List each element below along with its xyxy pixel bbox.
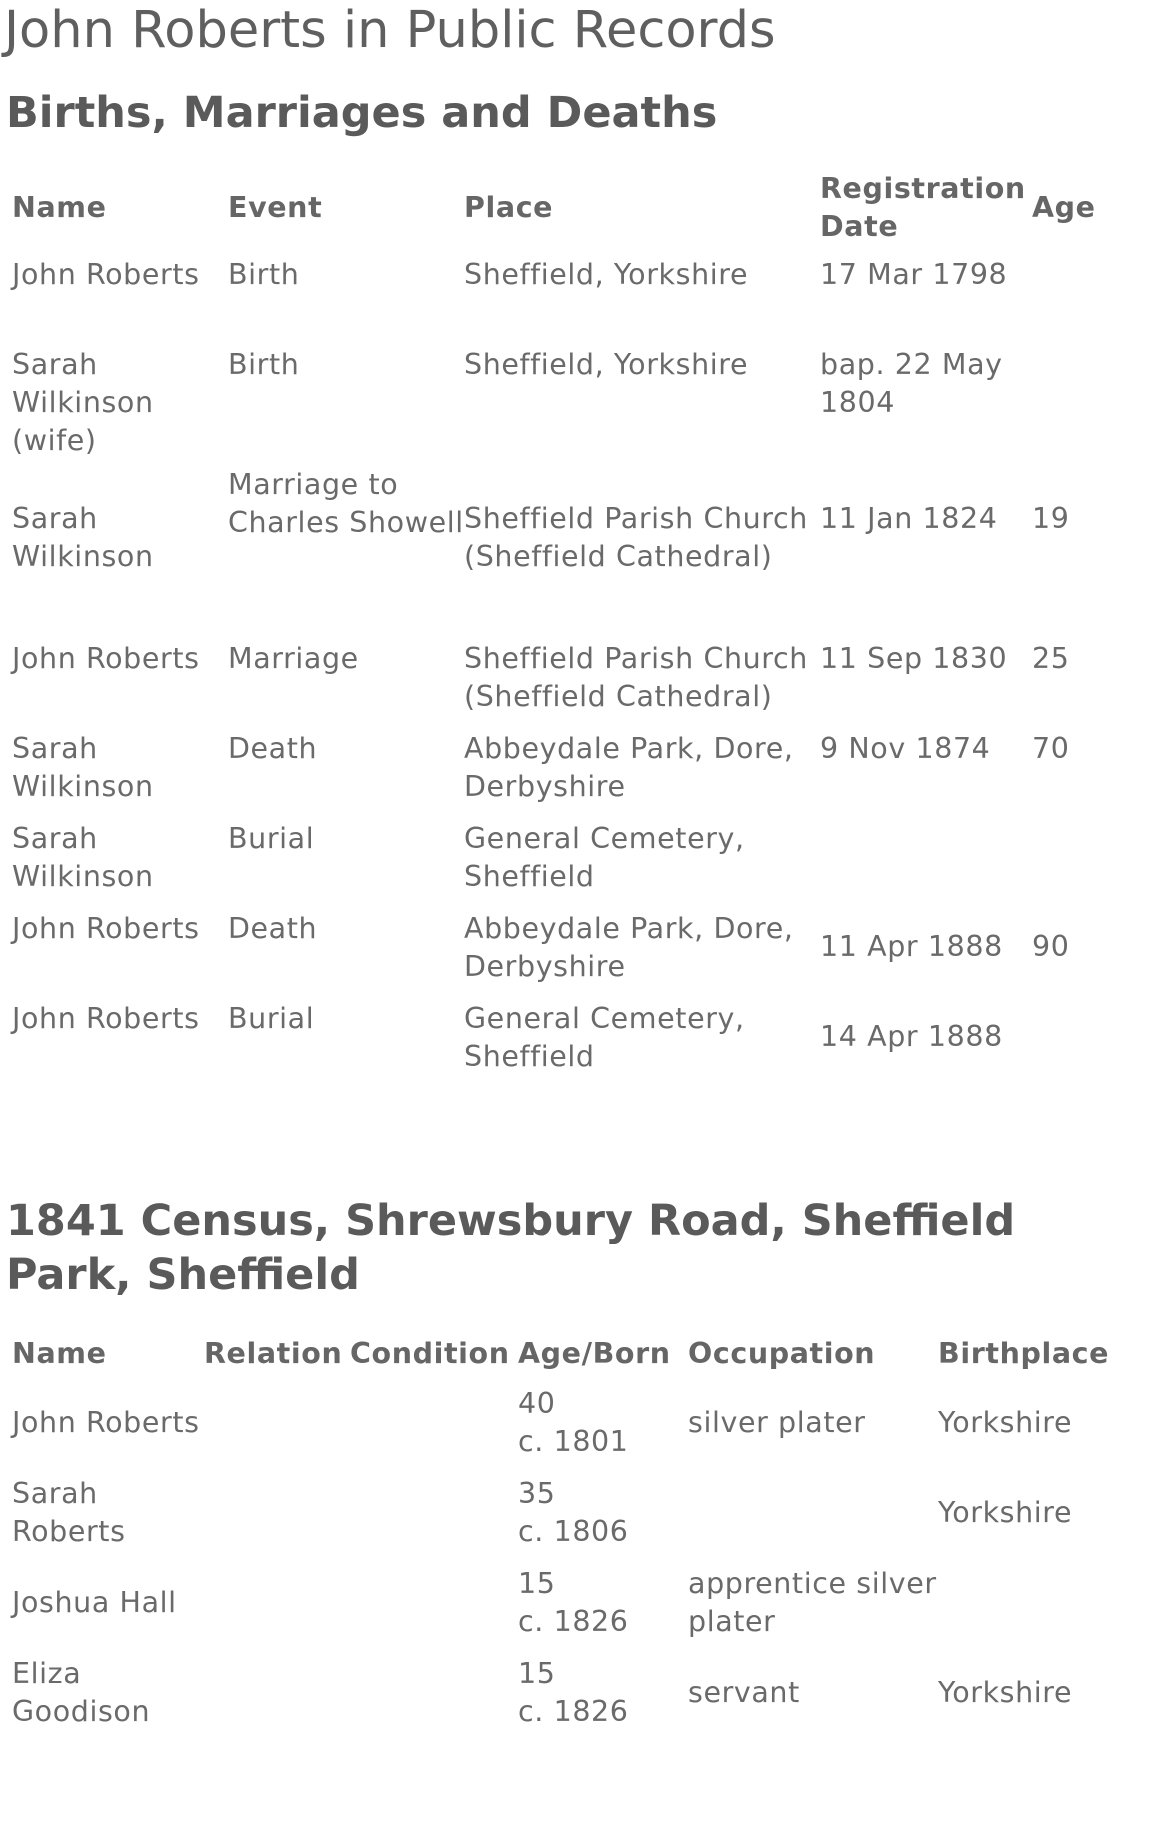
bmd-cell-name: Sarah Wilkinson (wife): [12, 348, 154, 457]
table-row: [12, 812, 1162, 902]
census-cell-age: 35: [518, 1477, 556, 1510]
bmd-cell-event: Death: [228, 912, 318, 945]
census-header-age-born: Age/Born: [518, 1337, 671, 1370]
census-cell-born: c. 1826: [518, 1605, 629, 1638]
bmd-cell-event: Burial: [228, 822, 315, 855]
bmd-cell-age: 19: [1032, 502, 1070, 535]
bmd-cell-name: John Roberts: [12, 642, 200, 675]
bmd-cell-date: bap. 22 May 1804: [820, 348, 1003, 419]
bmd-cell-place: Sheffield Parish Church (Sheffield Cathedral): [464, 502, 808, 573]
census-cell-relation: [204, 1468, 350, 1558]
table-row: [12, 1378, 1162, 1468]
bmd-header-row: [12, 168, 1162, 248]
bmd-cell-place: Abbeydale Park, Dore, Derbyshire: [464, 732, 794, 803]
bmd-cell-date: 11 Apr 1888: [820, 930, 1003, 963]
bmd-cell-place: Sheffield Parish Church (Sheffield Cathedral): [464, 642, 808, 713]
census-cell-relation: [204, 1558, 350, 1648]
bmd-cell-place: General Cemetery, Sheffield: [464, 822, 745, 893]
census-cell-occupation: silver plater: [688, 1406, 866, 1439]
bmd-cell-place: General Cemetery, Sheffield: [464, 1002, 745, 1073]
bmd-cell-name: John Roberts: [12, 912, 200, 945]
bmd-cell-age: 70: [1032, 732, 1070, 765]
table-row: [12, 466, 1162, 632]
bmd-header-date: [820, 168, 1032, 248]
bmd-header-date-line1: Registration: [820, 172, 1026, 205]
census-header-occupation: Occupation: [688, 1337, 876, 1370]
bmd-cell-age: [1032, 992, 1162, 1082]
census-cell-age: 40: [518, 1387, 556, 1420]
bmd-header-place: Place: [464, 191, 554, 224]
census-cell-born: c. 1826: [518, 1695, 629, 1728]
table-row: [12, 632, 1162, 722]
census-cell-relation: [204, 1648, 350, 1738]
bmd-cell-place: Abbeydale Park, Dore, Derbyshire: [464, 912, 794, 983]
bmd-header-date-line2: Date: [820, 210, 899, 243]
census-cell-name: Sarah Roberts: [12, 1477, 126, 1548]
bmd-cell-event: Birth: [228, 258, 300, 291]
table-row: [12, 1648, 1162, 1738]
bmd-cell-event: Death: [228, 732, 318, 765]
bmd-cell-place: Sheffield, Yorkshire: [464, 348, 749, 381]
bmd-table: [12, 168, 1162, 1082]
census-cell-birthplace: Yorkshire: [938, 1496, 1073, 1529]
census-header-row: [12, 1330, 1162, 1378]
census-cell-age-born: [518, 1558, 688, 1648]
census-cell-occupation: apprentice silver plater: [688, 1567, 937, 1638]
census-section-title: 1841 Census, Shrewsbury Road, Sheffield Park, Sheffield: [6, 1196, 1016, 1300]
bmd-cell-name: Sarah Wilkinson: [12, 822, 154, 893]
census-cell-age-born: [518, 1378, 688, 1468]
bmd-cell-date: [820, 812, 1032, 902]
bmd-cell-name: Sarah Wilkinson: [12, 502, 154, 573]
bmd-cell-name: Sarah Wilkinson: [12, 732, 154, 803]
census-cell-birthplace: [938, 1558, 1162, 1648]
census-cell-condition: [350, 1378, 518, 1468]
bmd-cell-age: 90: [1032, 930, 1070, 963]
census-cell-condition: [350, 1558, 518, 1648]
bmd-cell-date: 11 Sep 1830: [820, 642, 1008, 675]
table-row: [12, 902, 1162, 992]
bmd-section-title: Births, Marriages and Deaths: [6, 88, 718, 138]
census-cell-age-born: [518, 1468, 688, 1558]
census-header-condition: Condition: [350, 1337, 510, 1370]
census-cell-age: 15: [518, 1657, 556, 1690]
bmd-header-name: Name: [12, 191, 107, 224]
census-cell-condition: [350, 1468, 518, 1558]
table-row: [12, 1558, 1162, 1648]
census-cell-birthplace: Yorkshire: [938, 1406, 1073, 1439]
census-cell-birthplace: Yorkshire: [938, 1676, 1073, 1709]
bmd-cell-name: John Roberts: [12, 258, 200, 291]
bmd-cell-event: Birth: [228, 348, 300, 381]
table-row: [12, 1468, 1162, 1558]
census-cell-born: c. 1806: [518, 1515, 629, 1548]
page-title: John Roberts in Public Records: [4, 1, 776, 60]
bmd-cell-event: Marriage to Charles Showell: [228, 468, 464, 539]
bmd-cell-date: 11 Jan 1824: [820, 502, 998, 535]
census-cell-condition: [350, 1648, 518, 1738]
bmd-cell-date: 9 Nov 1874: [820, 732, 991, 765]
bmd-cell-date: 14 Apr 1888: [820, 1020, 1003, 1053]
census-cell-name: John Roberts: [12, 1406, 200, 1439]
census-header-relation: Relation: [204, 1337, 343, 1370]
census-cell-age-born: [518, 1648, 688, 1738]
table-row: [12, 992, 1162, 1082]
census-cell-age: 15: [518, 1567, 556, 1600]
census-cell-occupation: [688, 1468, 938, 1558]
bmd-cell-event: Burial: [228, 1002, 315, 1035]
census-header-birthplace: Birthplace: [938, 1337, 1110, 1370]
census-cell-relation: [204, 1378, 350, 1468]
bmd-cell-name: John Roberts: [12, 1002, 200, 1035]
bmd-header-event: Event: [228, 191, 323, 224]
census-cell-name: Joshua Hall: [12, 1586, 177, 1619]
census-cell-born: c. 1801: [518, 1425, 629, 1458]
bmd-cell-age: [1032, 812, 1162, 902]
bmd-cell-event: Marriage: [228, 642, 359, 675]
table-row: [12, 722, 1162, 812]
table-row: [12, 248, 1162, 338]
bmd-cell-place: Sheffield, Yorkshire: [464, 258, 749, 291]
bmd-header-age: Age: [1032, 191, 1096, 224]
bmd-cell-age: 25: [1032, 642, 1070, 675]
bmd-cell-age: [1032, 338, 1162, 466]
table-row: [12, 338, 1162, 466]
census-header-name: Name: [12, 1337, 107, 1370]
census-cell-name: Eliza Goodison: [12, 1657, 151, 1728]
census-cell-occupation: servant: [688, 1676, 800, 1709]
bmd-cell-date: 17 Mar 1798: [820, 258, 1008, 291]
census-table: [12, 1330, 1162, 1738]
bmd-cell-age: [1032, 248, 1162, 338]
